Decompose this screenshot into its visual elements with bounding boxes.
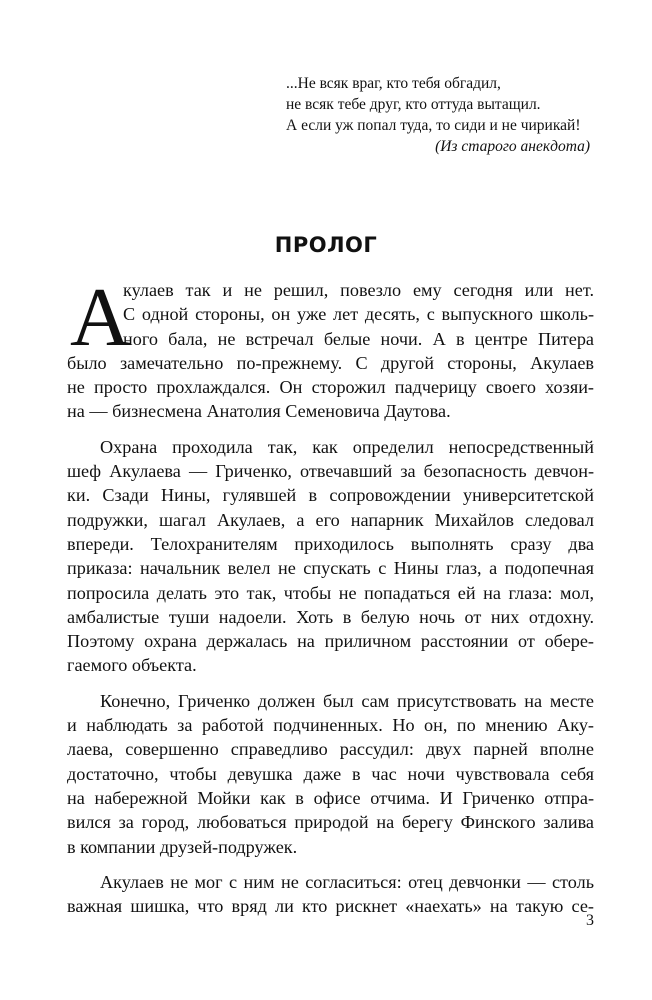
text-line: вился за город, любоваться природой на берегу Финского залива: [67, 812, 594, 833]
text-line: гаемого объекта.: [67, 655, 197, 676]
text-line: важная шишка, что вряд ли кто рискнет «наехать» на такую се-: [67, 896, 594, 917]
drop-cap: А: [70, 271, 131, 364]
text-line: было замечательно по-прежнему. С другой стороны, Акулаев: [67, 352, 594, 373]
epigraph-source: (Из старого анекдота): [435, 138, 590, 155]
text-line: достаточно, чтобы девушка даже в час ночи чувствовала себя: [67, 763, 594, 784]
epigraph-line: ...Не всяк враг, кто тебя обгадил,: [286, 75, 501, 92]
epigraph-line: не всяк тебе друг, кто оттуда вытащил.: [286, 96, 541, 113]
text-line: Охрана проходила так, как определил непосредственный: [100, 436, 594, 457]
text-line: Поэтому охрана держалась на приличном расстоянии от обере-: [67, 631, 594, 652]
page-number: 3: [586, 912, 594, 929]
text-line: попросила делать это так, чтобы не попадаться ей на глаза: мол,: [67, 582, 594, 603]
text-line: подружки, шагал Акулаев, а его напарник Михайлов следовал: [67, 509, 594, 530]
text-line: впереди. Телохранителям приходилось выполнять сразу два: [67, 533, 594, 554]
text-line: Акулаев не мог с ним не согласиться: отец девчонки — столь: [100, 871, 594, 892]
text-line: ки. Сзади Нины, гулявшей в сопровождении университетской: [67, 485, 594, 506]
text-line: шеф Акулаева — Гриченко, отвечавший за безопасность девчон-: [67, 461, 594, 482]
text-line: ного бала, не встречал белые ночи. А в центре Питера: [123, 328, 594, 349]
text-line: на — бизнесмена Анатолия Семеновича Даутова.: [67, 401, 451, 422]
body-text: [67, 271, 594, 918]
epigraph-line: А если уж попал туда, то сиди и не чирикай!: [286, 117, 581, 134]
text-line: не просто прохлаждался. Он сторожил падчерицу своего хозяи-: [67, 377, 594, 398]
text-line: Конечно, Гриченко должен был сам присутствовать на месте: [100, 690, 594, 711]
text-line: и наблюдать за работой подчиненных. Но он, по мнению Аку-: [67, 715, 594, 736]
text-line: на набережной Мойки как в офисе отчима. И Гриченко отпра-: [67, 787, 594, 808]
text-line: лаева, совершенно справедливо рассудил: двух парней вполне: [67, 739, 594, 760]
text-line: амбалистые туши надоели. Хоть в белую ночь от них отдохну.: [67, 606, 594, 627]
text-line: приказа: начальник велел не спускать с Нины глаз, а подопечная: [67, 558, 594, 579]
chapter-title: ПРОЛОГ: [274, 233, 378, 257]
text-line: кулаев так и не решил, повезло ему сегодня или нет.: [123, 280, 594, 300]
text-line: в компании друзей-подружек.: [67, 836, 298, 857]
epigraph: [286, 73, 606, 157]
text-line: С одной стороны, он уже лет десять, с выпускного школь-: [123, 304, 594, 325]
